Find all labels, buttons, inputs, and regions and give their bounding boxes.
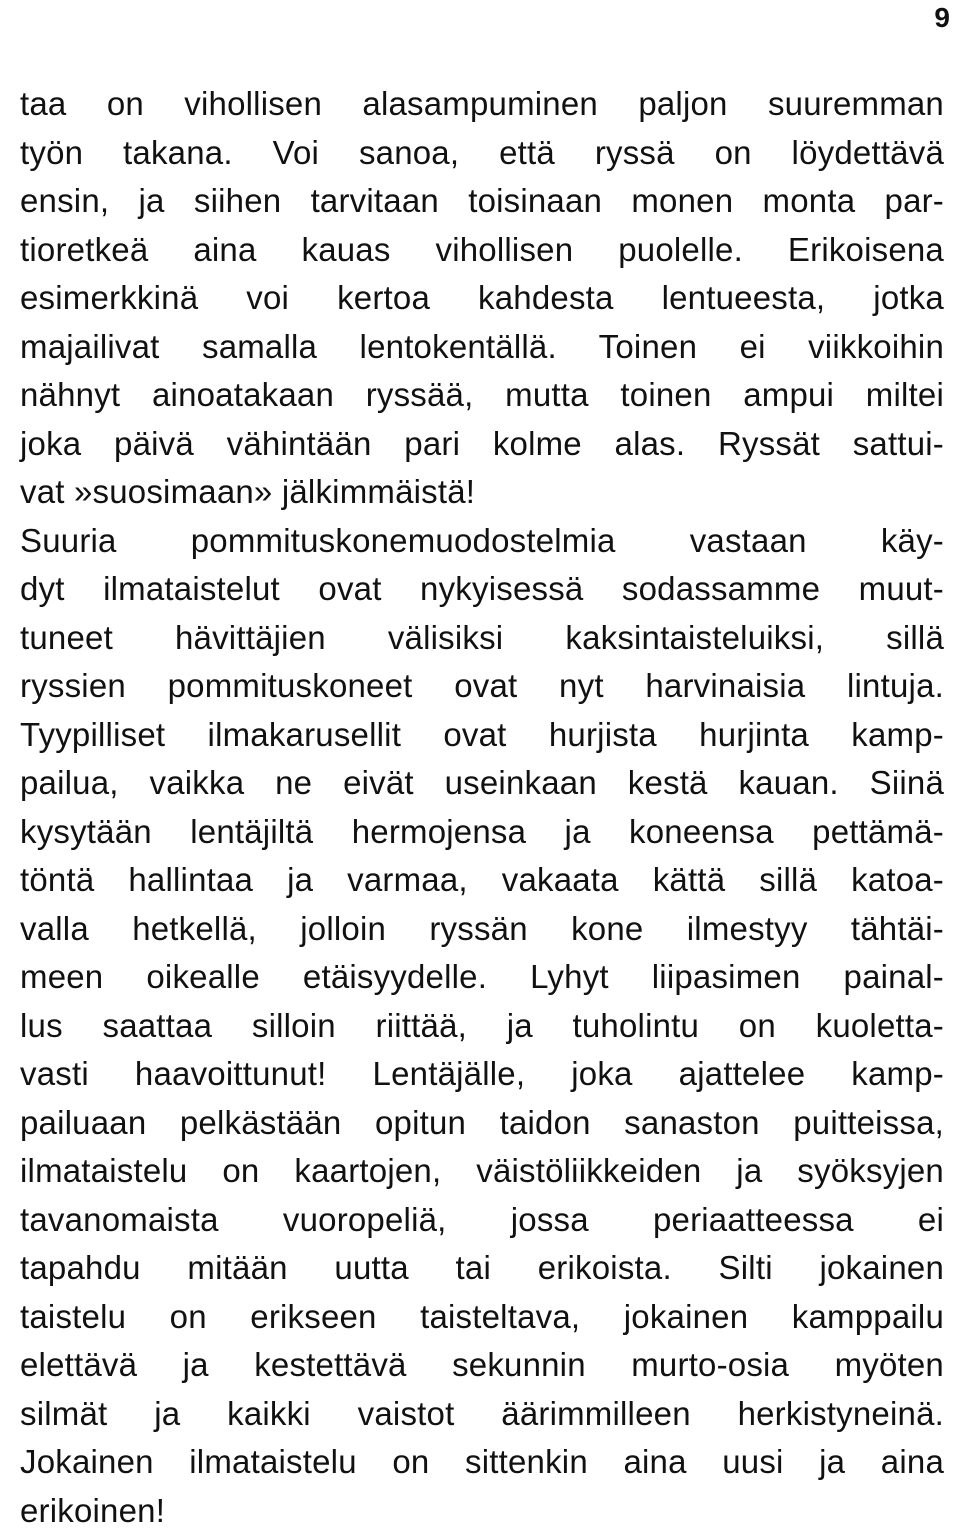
text-line: taa on vihollisen alasampuminen paljon suuremman xyxy=(20,80,944,129)
text-line: työn takana. Voi sanoa, että ryssä on löydettävä xyxy=(20,129,944,178)
text-line: silmät ja kaikki vaistot äärimmilleen herkistyneinä. xyxy=(20,1390,944,1439)
page-number: 9 xyxy=(934,4,950,32)
text-line: meen oikealle etäisyydelle. Lyhyt liipasimen painal- xyxy=(20,953,944,1002)
body-text xyxy=(20,80,944,1535)
text-line: tuneet hävittäjien välisiksi kaksintaisteluiksi, sillä xyxy=(20,614,944,663)
text-line: elettävä ja kestettävä sekunnin murto-osia myöten xyxy=(20,1341,944,1390)
text-line: nähnyt ainoatakaan ryssää, mutta toinen ampui miltei xyxy=(20,371,944,420)
text-line: taistelu on erikseen taisteltava, jokainen kamppailu xyxy=(20,1293,944,1342)
text-line: Jokainen ilmataistelu on sittenkin aina uusi ja aina xyxy=(20,1438,944,1487)
text-line: tioretkeä aina kauas vihollisen puolelle. Erikoisena xyxy=(20,226,944,275)
text-line: töntä hallintaa ja varmaa, vakaata kättä sillä katoa- xyxy=(20,856,944,905)
text-line: dyt ilmataistelut ovat nykyisessä sodassamme muut- xyxy=(20,565,944,614)
text-line: ryssien pommituskoneet ovat nyt harvinaisia lintuja. xyxy=(20,662,944,711)
text-line: lus saattaa silloin riittää, ja tuholintu on kuoletta- xyxy=(20,1002,944,1051)
text-line: tavanomaista vuoropeliä, jossa periaatteessa ei xyxy=(20,1196,944,1245)
paragraph-end-line: vat »suosimaan» jälkimmäistä! xyxy=(20,468,944,517)
paragraph-end-line: erikoinen! xyxy=(20,1487,944,1535)
text-line: vasti haavoittunut! Lentäjälle, joka ajattelee kamp- xyxy=(20,1050,944,1099)
text-line: valla hetkellä, jolloin ryssän kone ilmestyy tähtäi- xyxy=(20,905,944,954)
text-line: pailuaan pelkästään opitun taidon sanaston puitteissa, xyxy=(20,1099,944,1148)
text-line: Tyypilliset ilmakarusellit ovat hurjista hurjinta kamp- xyxy=(20,711,944,760)
text-line: Suuria pommituskonemuodostelmia vastaan käy- xyxy=(20,517,944,566)
text-line: kysytään lentäjiltä hermojensa ja koneensa pettämä- xyxy=(20,808,944,857)
text-line: joka päivä vähintään pari kolme alas. Ryssät sattui- xyxy=(20,420,944,469)
text-line: ilmataistelu on kaartojen, väistöliikkeiden ja syöksyjen xyxy=(20,1147,944,1196)
text-line: esimerkkinä voi kertoa kahdesta lentueesta, jotka xyxy=(20,274,944,323)
text-line: tapahdu mitään uutta tai erikoista. Silti jokainen xyxy=(20,1244,944,1293)
text-line: majailivat samalla lentokentällä. Toinen ei viikkoihin xyxy=(20,323,944,372)
text-line: pailua, vaikka ne eivät useinkaan kestä kauan. Siinä xyxy=(20,759,944,808)
text-line: ensin, ja siihen tarvitaan toisinaan monen monta par- xyxy=(20,177,944,226)
